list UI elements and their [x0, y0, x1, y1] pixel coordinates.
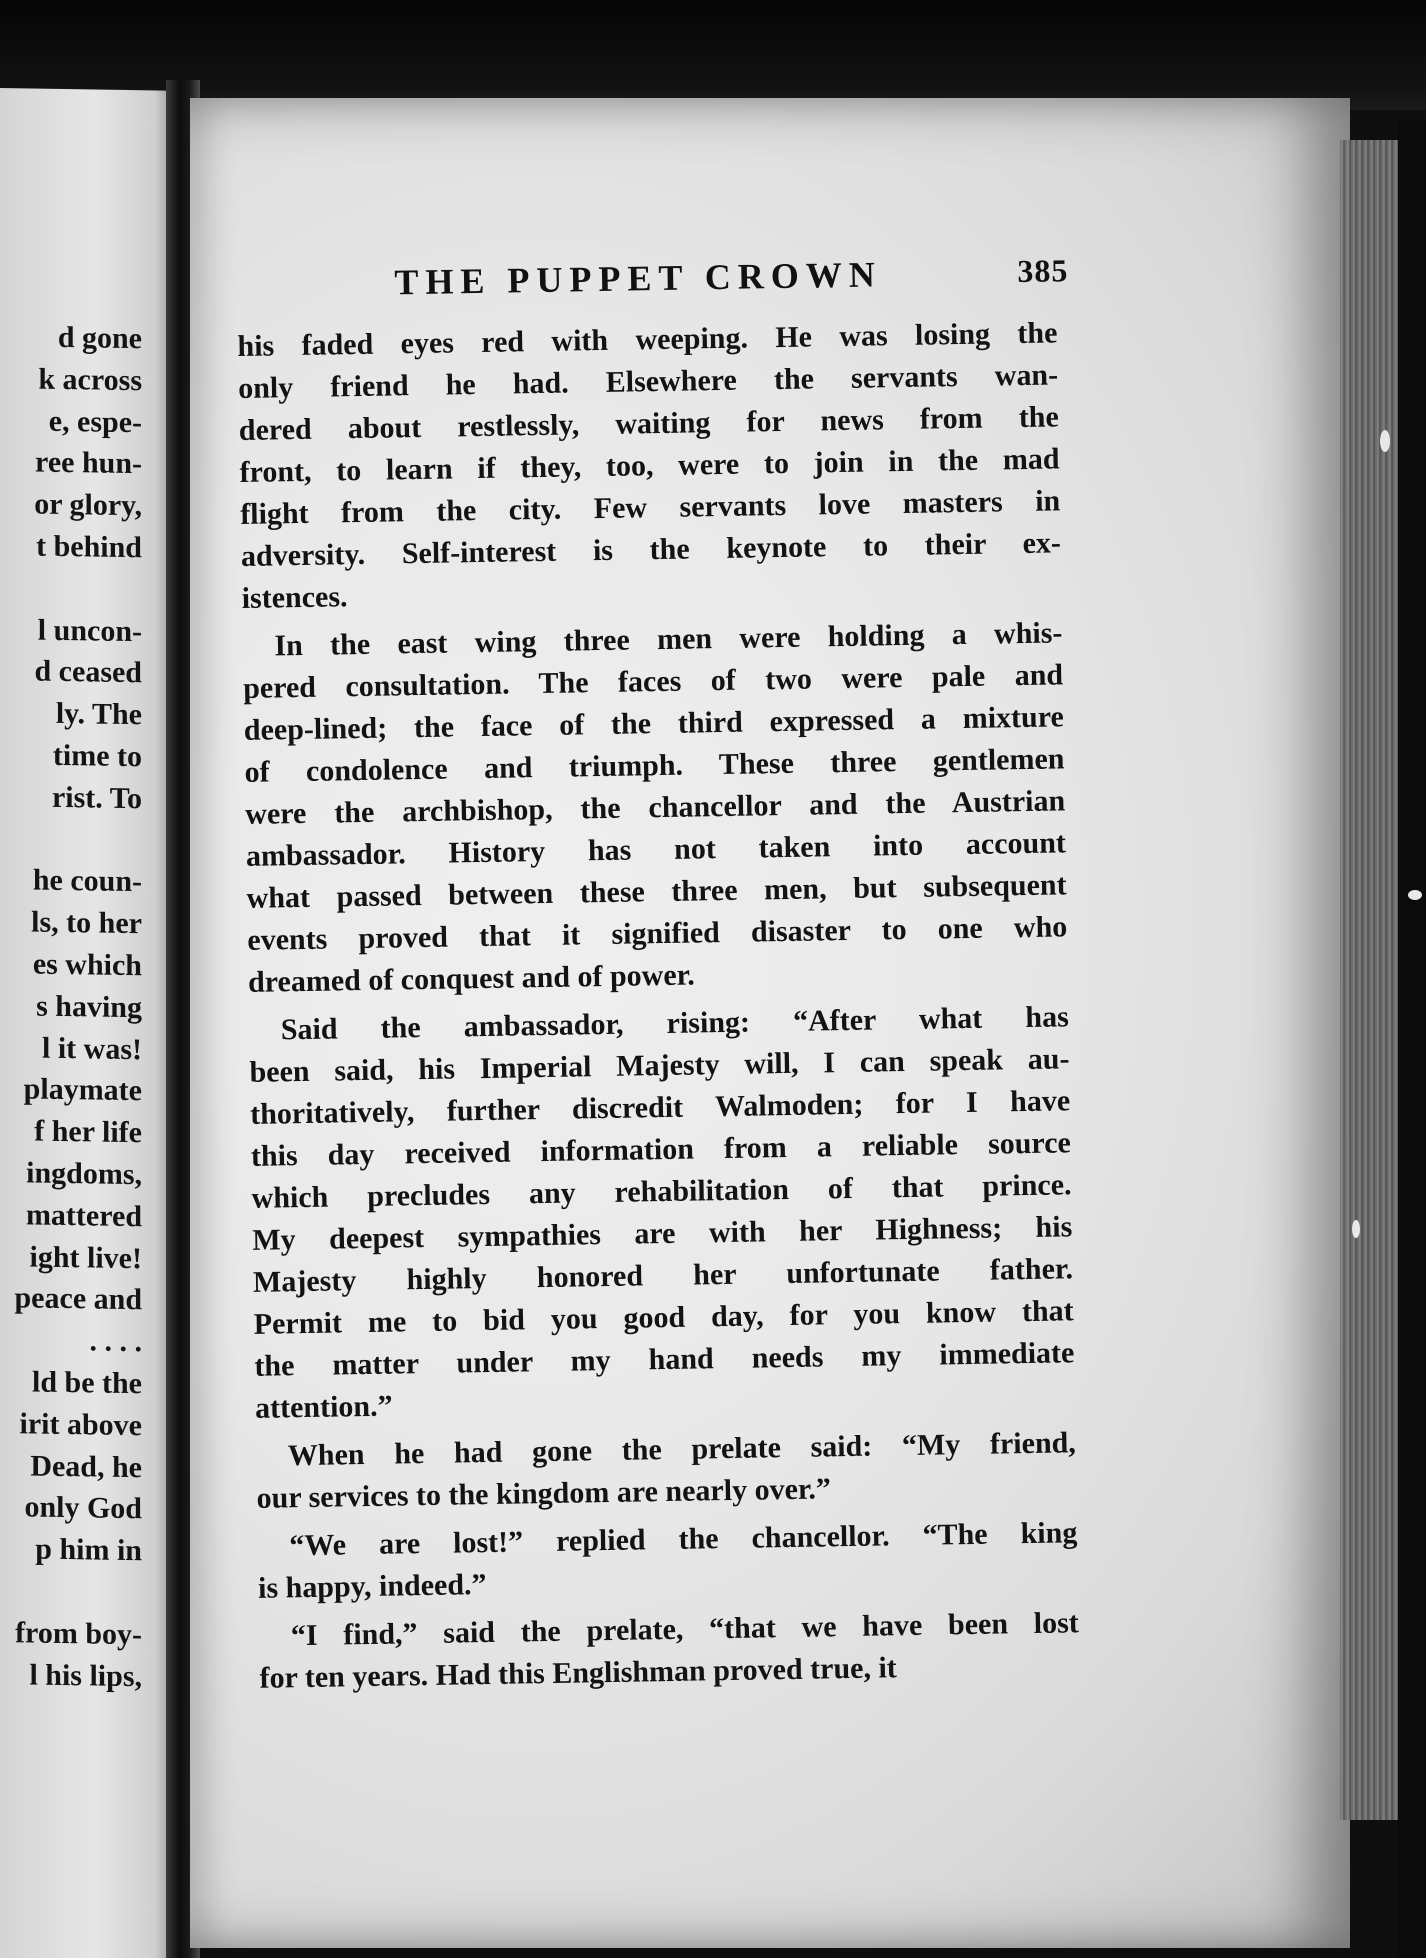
left-page: [0, 88, 172, 1958]
left-page-line: ree hun-: [35, 445, 142, 481]
text-line: flight from the city. Few servants love masters in: [240, 484, 1061, 531]
paragraph: [242, 612, 1068, 1004]
left-page-line: ld be the: [31, 1365, 142, 1401]
text-line: dered about restlessly, waiting for news from the: [238, 400, 1060, 447]
left-page-line: [0, 1566, 142, 1614]
dust-speck: [1380, 430, 1390, 452]
left-page-line: he coun-: [32, 863, 142, 899]
text-line: Said the ambassador, rising: “After what has: [280, 1000, 1070, 1047]
text-line: for ten years. Had this Englishman proved true, it: [259, 1651, 898, 1695]
left-page-line: s having: [36, 989, 142, 1024]
text-line: Permit me to bid you good day, for you know that: [253, 1294, 1074, 1341]
text-line: istences.: [241, 580, 348, 615]
text-line: were the archbishop, the chancellor and the Austrian: [244, 784, 1066, 831]
dust-speck: [1352, 1220, 1360, 1238]
left-page-text-fragments: [0, 312, 142, 1698]
text-line: front, to learn if they, too, were to join in the mad: [239, 442, 1060, 489]
left-page-line: or glory,: [34, 487, 142, 523]
text-line: “We are lost!” replied the chancellor. “The king: [289, 1516, 1078, 1563]
text-line: his faded eyes red with weeping. He was losing the: [237, 316, 1058, 363]
left-page-line: ingdoms,: [26, 1156, 142, 1192]
left-page-line: l his lips,: [29, 1657, 142, 1693]
left-page-line: es which: [32, 947, 142, 983]
left-page-line: d ceased: [34, 654, 142, 690]
left-page-line: e, espe-: [48, 404, 142, 439]
left-page-line: d gone: [57, 320, 142, 356]
running-head: [236, 242, 1069, 326]
left-page-line: p him in: [35, 1532, 142, 1568]
text-line: When he had gone the prelate said: “My friend,: [287, 1426, 1077, 1473]
text-line: is happy, indeed.”: [257, 1568, 487, 1605]
page-edges: [1340, 140, 1400, 1820]
left-page-line: t behind: [36, 529, 142, 565]
paragraph: [249, 996, 1076, 1430]
text-line: our services to the kingdom are nearly over.”: [256, 1472, 832, 1515]
left-page-line: [0, 814, 142, 862]
paragraph: [259, 1602, 1080, 1700]
text-line: only friend he had. Elsewhere the servants wan-: [237, 358, 1059, 405]
left-page-line: mattered: [25, 1198, 142, 1233]
paragraph: [237, 312, 1062, 620]
text-line: thoritatively, further discredit Walmoden; for I have: [249, 1084, 1071, 1131]
text-line: In the east wing three men were holding a whis-: [274, 616, 1063, 663]
left-page-line: l uncon-: [37, 613, 142, 648]
text-line: ambassador. History has not taken into account: [245, 826, 1067, 873]
left-page-line: time to: [52, 738, 142, 774]
running-head-title: THE PUPPET CROWN: [394, 254, 883, 303]
text-line: attention.”: [254, 1389, 393, 1425]
text-line: which precludes any rehabilitation of that prince.: [251, 1168, 1072, 1215]
text-line: the matter under my hand needs my immediate: [254, 1336, 1075, 1383]
paragraph: [256, 1422, 1077, 1520]
text-line: this day received information from a reliable source: [250, 1126, 1072, 1173]
left-page-line: Dead, he: [30, 1448, 142, 1484]
scanner-background: [0, 0, 1426, 110]
text-line: of condolence and triumph. These three gentlemen: [244, 742, 1065, 789]
left-page-line: l it was!: [42, 1031, 142, 1066]
left-page-line: from boy-: [15, 1615, 142, 1651]
left-page-line: rist. To: [51, 780, 142, 815]
scanner-edge: [1398, 120, 1426, 1958]
left-page-line: [0, 563, 142, 611]
left-page-line: ight live!: [29, 1239, 142, 1275]
dust-speck: [1408, 890, 1422, 900]
left-page-line: ls, to her: [31, 905, 142, 941]
left-page-line: irit above: [19, 1407, 142, 1442]
left-page-line: . . . .: [89, 1324, 142, 1359]
text-line: been said, his Imperial Majesty will, I can speak au-: [249, 1042, 1070, 1089]
left-page-line: f her life: [34, 1114, 142, 1150]
page-number: 385: [1017, 252, 1069, 290]
paragraph: [257, 1512, 1078, 1610]
text-line: pered consultation. The faces of two were pale and: [242, 658, 1064, 705]
text-line: events proved that it signified disaster to one who: [247, 910, 1068, 957]
text-line: deep-lined; the face of the third expressed a mixture: [243, 700, 1065, 747]
text-line: adversity. Self-interest is the keynote to their ex-: [240, 526, 1062, 573]
body-text: [237, 312, 1080, 1699]
text-line: Majesty highly honored her unfortunate father.: [252, 1252, 1074, 1299]
text-line: “I find,” said the prelate, “that we have been lost: [290, 1606, 1080, 1653]
left-page-line: ly. The: [55, 697, 142, 732]
left-page-line: peace and: [14, 1281, 142, 1317]
text-line: what passed between these three men, but subsequent: [246, 868, 1067, 915]
text-line: My deepest sympathies are with her Highness; his: [252, 1210, 1073, 1257]
page-content: [236, 242, 1080, 1699]
left-page-line: k across: [38, 362, 142, 398]
left-page-line: only God: [24, 1490, 142, 1526]
left-page-line: playmate: [23, 1072, 142, 1108]
text-line: dreamed of conquest and of power.: [247, 958, 695, 999]
